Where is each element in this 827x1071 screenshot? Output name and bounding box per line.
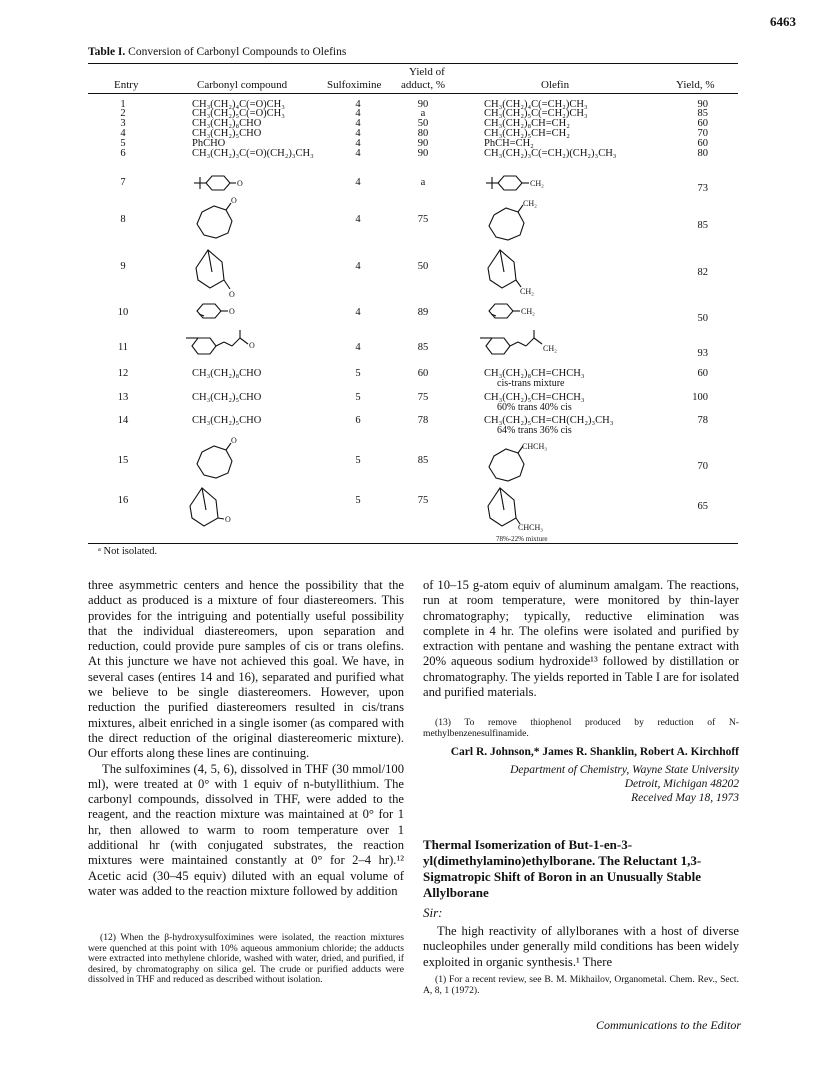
header-yield-adduct-2: adduct, % [401,79,445,91]
structure-8-olefin [489,199,537,240]
structure-11-olefin [480,330,557,354]
row-2-carbonyl: CH₃(CH₂)₅C(=O)CH₃ [192,108,285,119]
right-paragraph-1: of 10–15 g-atom equiv of aluminum amalgam. The reactions, run at room temperature, were monitored by thin-layer chromatography; typically, reductive elimination was complete in 4 hr. The olefins were isolated and purified by extraction with pentane and washing the pentane extract with 20% aqueous sodium hydroxide¹³ followed by distillation or chromatography. The yields reported in Table I are for isolated and purified materials. [423,578,739,700]
structure-9-o-label: O [229,290,235,299]
row-11-yield: 93 [697,348,708,359]
row-4-sulfoximine: 4 [355,128,361,139]
row-12-yield: 60 [697,368,708,379]
salutation: Sir: [423,905,443,920]
row-6-olefin: CH₃(CH₂)₃C(=CH₂)(CH₂)₃CH₃ [484,148,617,159]
row-13-carbonyl: CH₃(CH₂)₅CHO [192,392,262,403]
structure-9-olefin [488,250,534,296]
row-2-yield: 85 [697,108,708,119]
affiliation-line-2: Detroit, Michigan 48202 [624,778,739,790]
left-paragraph-2: The sulfoximines (4, 5, 6), dissolved in THF (30 mmol/100 ml), were treated at 0° with 1 equiv of n-butyllithium. The carbonyl compounds, dissolved in THF, were added to the reagent, and the reaction mixture was maintained at 0° for 1 hr, then allowed to warm to room temperature over 1 additional hr (with conjugated substrates, the reaction mixtures were maintained constantly at 0° for 2–4 hr).¹² Acetic acid (30–45 equiv) diluted with an equal volume of water was added to the reaction mixture followed by addition [88,761,404,898]
row-5-adduct-yield: 90 [417,138,429,149]
row-4-carbonyl: CH₃(CH₂)₅CHO [192,128,262,139]
header-yield-adduct-1: Yield of [409,66,445,78]
row-5-entry: 5 [120,138,126,149]
row-2-sulfoximine: 4 [355,108,361,119]
row-15-sulfoximine: 5 [355,455,361,466]
footnote-1 [423,975,739,996]
row-13-olefin: CH₃(CH₂)₅CH=CHCH₃ [484,392,585,403]
structure-8-o-label: O [231,196,237,205]
row-6-entry: 6 [120,148,126,159]
structure-8-ch2-label: CH₂ [523,199,537,208]
row-16-entry: 16 [117,495,129,506]
footnote-12 [88,933,404,986]
row-12-sulfoximine: 5 [355,368,361,379]
structure-9-ch2-label: CH₂ [520,287,534,296]
structure-7-o-label: O [237,179,243,188]
row-14-yield: 78 [697,415,708,426]
row-10-yield: 50 [697,313,708,324]
header-olefin: Olefin [541,79,570,91]
row-1-adduct-yield: 90 [417,99,429,110]
row-14-entry: 14 [117,415,129,426]
row-9-adduct-yield: 50 [417,261,429,272]
table-caption-text: Conversion of Carbonyl Compounds to Olefins [128,46,347,58]
right-column-lower [423,924,739,970]
row-11-sulfoximine: 4 [355,342,361,353]
affiliation [423,763,739,805]
right-column [423,578,739,700]
structure-15-carbonyl [197,436,237,478]
row-7-yield: 73 [697,183,708,194]
structure-9-carbonyl [196,250,235,299]
row-5-sulfoximine: 4 [355,138,361,149]
row-12-entry: 12 [117,368,129,379]
page-number: 6463 [770,14,796,29]
row-2-entry: 2 [120,108,126,119]
row-8-adduct-yield: 75 [417,214,429,225]
structure-15-chch3-label: CHCH₃ [522,442,548,451]
table-caption-label: Table I. [88,46,126,58]
right-paragraph-2: The high reactivity of allylboranes with a host of diverse nucleophiles under generally mild conditions has been widely exploited in organic synthesis.¹ There [423,924,739,969]
article-title: Thermal Isomerization of But-1-en-3-yl(dimethylamino)ethylborane. The Reluctant 1,3-Sigmatropic Shift of Boron in an Unusually Stable Allylborane [423,837,702,900]
structure-16-mixture-label: 78%-22% mixture [496,535,548,543]
header-yield: Yield, % [676,79,715,91]
row-4-olefin: CH₃(CH₂)₅CH=CH₂ [484,128,570,139]
structure-7-olefin [486,176,544,190]
row-12-olefin-note: cis-trans mixture [497,378,565,389]
row-16-adduct-yield: 75 [417,495,429,506]
structure-7-carbonyl [194,176,243,190]
row-9-sulfoximine: 4 [355,261,361,272]
row-13-yield: 100 [692,392,708,403]
structure-7-ch2-label: CH₂ [530,179,544,188]
row-12-olefin: CH₃(CH₂)₈CH=CHCH₃ [484,368,585,379]
structure-10-olefin [489,304,535,318]
row-10-adduct-yield: 89 [417,307,429,318]
page-footer: Communications to the Editor [596,1018,741,1032]
row-12-adduct-yield: 60 [417,368,429,379]
row-16-yield: 65 [697,501,708,512]
structure-8-carbonyl [197,196,237,238]
row-3-carbonyl: CH₃(CH₂)₈CHO [192,118,262,129]
row-1-carbonyl: CH₃(CH₂)₄C(=O)CH₃ [192,99,285,110]
author-list: Carl R. Johnson,* James R. Shanklin, Robert A. Kirchhoff [450,746,739,758]
affiliation-line-1: Department of Chemistry, Wayne State University [510,764,739,776]
left-paragraph-1: three asymmetric centers and hence the possibility that the adduct as produced is a mixture of four diastereomers. This provides for the intriguing and potentially useful possibility that the individual diastereomers, upon separation and reduction, could provide pure samples of cis or trans olefins. At this juncture we have not achieved this goal. We have, in several cases (entires 14 and 16), separated and purified what we believe to be single diastereomers. However, upon reduction the purified diastereomers resulted in cis/trans mixtures, albeit enriched in a single isomer (as compared with the direct reduction of the original diastereomeric mixture). Our efforts along these lines are continuing. [88,578,404,761]
footnote-13-text: (13) To remove thiophenol produced by reduction of N-methylbenzenesulfinamide. [423,717,739,739]
row-14-olefin-note: 64% trans 36% cis [497,425,572,436]
row-3-yield: 60 [697,118,708,129]
row-1-sulfoximine: 4 [355,99,361,110]
row-6-yield: 80 [697,148,708,159]
row-7-adduct-yield: a [420,177,426,188]
row-3-sulfoximine: 4 [355,118,361,129]
row-6-adduct-yield: 90 [417,148,429,159]
table-footnote: ᵃ Not isolated. [98,546,158,557]
row-2-adduct-yield: a [420,108,426,119]
row-5-yield: 60 [697,138,708,149]
row-12-carbonyl: CH₃(CH₂)₈CHO [192,368,262,379]
row-13-sulfoximine: 5 [355,392,361,403]
row-3-olefin: CH₃(CH₂)₈CH=CH₂ [484,118,570,129]
row-15-yield: 70 [697,461,708,472]
structure-10-o-label: O [229,307,235,316]
row-1-olefin: CH₃(CH₂)₄C(=CH₂)CH₃ [484,99,588,110]
structure-16-o-label: O [225,515,231,524]
row-13-olefin-note: 60% trans 40% cis [497,402,572,413]
row-11-entry: 11 [117,342,129,353]
structure-16-carbonyl [190,488,231,526]
row-5-carbonyl: PhCHO [192,138,226,149]
row-3-adduct-yield: 50 [417,118,429,129]
header-carbonyl: Carbonyl compound [197,79,288,91]
row-15-adduct-yield: 85 [417,455,429,466]
row-11-adduct-yield: 85 [417,342,429,353]
row-3-entry: 3 [120,118,126,129]
row-14-olefin: CH₃(CH₂)₅CH=CH(CH₂)₃CH₃ [484,415,614,426]
structure-11-o-label: O [249,341,255,350]
row-8-yield: 85 [697,220,708,231]
row-7-sulfoximine: 4 [355,177,361,188]
row-4-adduct-yield: 80 [417,128,429,139]
row-6-carbonyl: CH₃(CH₂)₃C(=O)(CH₂)₃CH₃ [192,148,314,159]
left-column [88,578,404,899]
row-5-olefin: PhCH=CH₂ [484,138,534,149]
row-14-adduct-yield: 78 [417,415,429,426]
structure-10-ch2-label: CH₂ [521,307,535,316]
row-9-yield: 82 [697,267,708,278]
table-bottom-rule [88,543,738,544]
row-1-yield: 90 [697,99,708,110]
row-9-entry: 9 [120,261,126,272]
footnote-12-text: (12) When the β-hydroxysulfoximines were isolated, the reaction mixtures were quenched at this point with 10% aqueous ammonium chloride; the adducts were extracted into methylene chloride, washed with water, dried, and purified, if desired, by chromatography on silica gel. The crude or purified adducts were dissolved in THF and reduced as described without isolation. [88,932,404,986]
row-6-sulfoximine: 4 [355,148,361,159]
structure-16-chch3-label: CHCH₃ [518,523,544,532]
row-8-sulfoximine: 4 [355,214,361,225]
row-15-entry: 15 [117,455,129,466]
header-sulfoximine: Sulfoximine [327,79,382,91]
row-10-entry: 10 [117,307,129,318]
structure-11-carbonyl [186,330,255,354]
row-4-entry: 4 [120,128,126,139]
structure-10-carbonyl [197,304,235,318]
row-13-entry: 13 [117,392,129,403]
row-7-entry: 7 [120,177,126,188]
structure-11-ch2-label: CH₂ [543,344,557,353]
row-10-sulfoximine: 4 [355,307,361,318]
row-2-olefin: CH₃(CH₂)₅C(=CH₂)CH₃ [484,108,588,119]
row-13-adduct-yield: 75 [417,392,429,403]
footnote-1-text: (1) For a recent review, see B. M. Mikhailov, Organometal. Chem. Rev., Sect. A, 8, 1 (1972). [423,974,739,996]
footnote-13 [423,718,739,739]
row-14-carbonyl: CH₃(CH₂)₅CHO [192,415,262,426]
row-16-sulfoximine: 5 [355,495,361,506]
structure-15-olefin [489,442,547,481]
row-14-sulfoximine: 6 [355,415,361,426]
header-entry: Entry [114,79,139,91]
structure-15-o-label: O [231,436,237,445]
received-date: Received May 18, 1973 [631,792,739,804]
row-1-entry: 1 [120,99,126,110]
row-8-entry: 8 [120,214,126,225]
structure-16-olefin [488,488,548,543]
row-4-yield: 70 [697,128,708,139]
